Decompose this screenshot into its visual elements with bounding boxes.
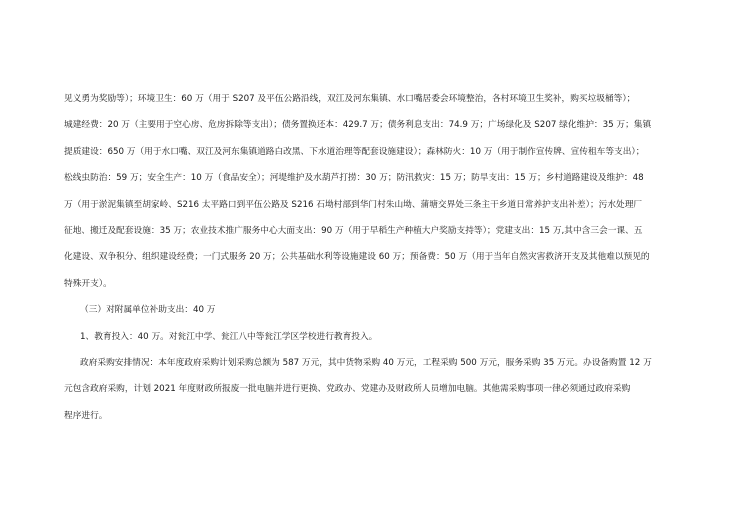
body-line: 松线虫防治：59 万；安全生产：10 万（食品安全）；河堤维护及水葫芦打捞：30 万；防汛救灾：15 万；防旱支出：15 万；乡村道路建设及维护：48 (64, 173, 644, 184)
procurement-line: 程序进行。 (64, 410, 108, 421)
section-heading: （三）对附属单位补助支出：40 万 (80, 305, 216, 316)
document-body (64, 86, 696, 429)
body-line: 提质建设：650 万（用于水口嘴、双江及河东集镇道路白改黑、下水道治理等配套设施建设）；森林防火：10 万（用于制作宣传牌、宣传租车等支出）； (64, 146, 645, 157)
body-line: 特殊开支）。 (64, 278, 112, 289)
procurement-line: 政府采购安排情况：本年度政府采购计划采购总额为 587 万元，其中货物采购 40 万元，工程采购 500 万元，服务采购 35 万元。办设备购置 12 万 (80, 357, 652, 368)
body-line: 化建设、双争积分、组织建设经费；一门式服务 20 万；公共基础水利等设施建设 60 万；预备费：50 万（用于当年自然灾害救济开支及其他难以预见的 (64, 252, 650, 263)
body-line: 万（用于淤泥集镇至胡家岭、S216 太平路口到平伍公路及 S216 石坳村部到华门村朱山坳、蒲塘交界处三条主干乡道日常养护支出补差）；污水处理厂 (64, 199, 643, 210)
body-line: 城建经费：20 万（主要用于空心房、危房拆除等支出）；债务置换还本：429.7 万；债务利息支出：74.9 万；广场绿化及 S207 绿化维护：35 万；集镇 (64, 120, 652, 131)
body-line: 见义勇为奖励等）；环境卫生：60 万（用于 S207 及平伍公路沿线，双江及河东集镇、水口嘴居委会环境整治，各村环境卫生奖补，购买垃圾桶等）； (64, 94, 636, 104)
procurement-line: 元包含政府采购，计划 2021 年度财政所报废一批电脑并进行更换、党政办、党建办及财政所人员增加电脑。其他需采购事项一律必须通过政府采购 (64, 384, 631, 395)
body-line: 征地、搬迁及配套设施：35 万；农业技术推广服务中心大面支出：90 万（用于早稻生产种植大户奖励支持等）；党建支出：15 万,其中含三会一课、五 (64, 225, 643, 236)
item-line: 1、教育投入：40 万。对瓮江中学、瓮江八中等瓮江学区学校进行教育投入。 (80, 331, 378, 342)
